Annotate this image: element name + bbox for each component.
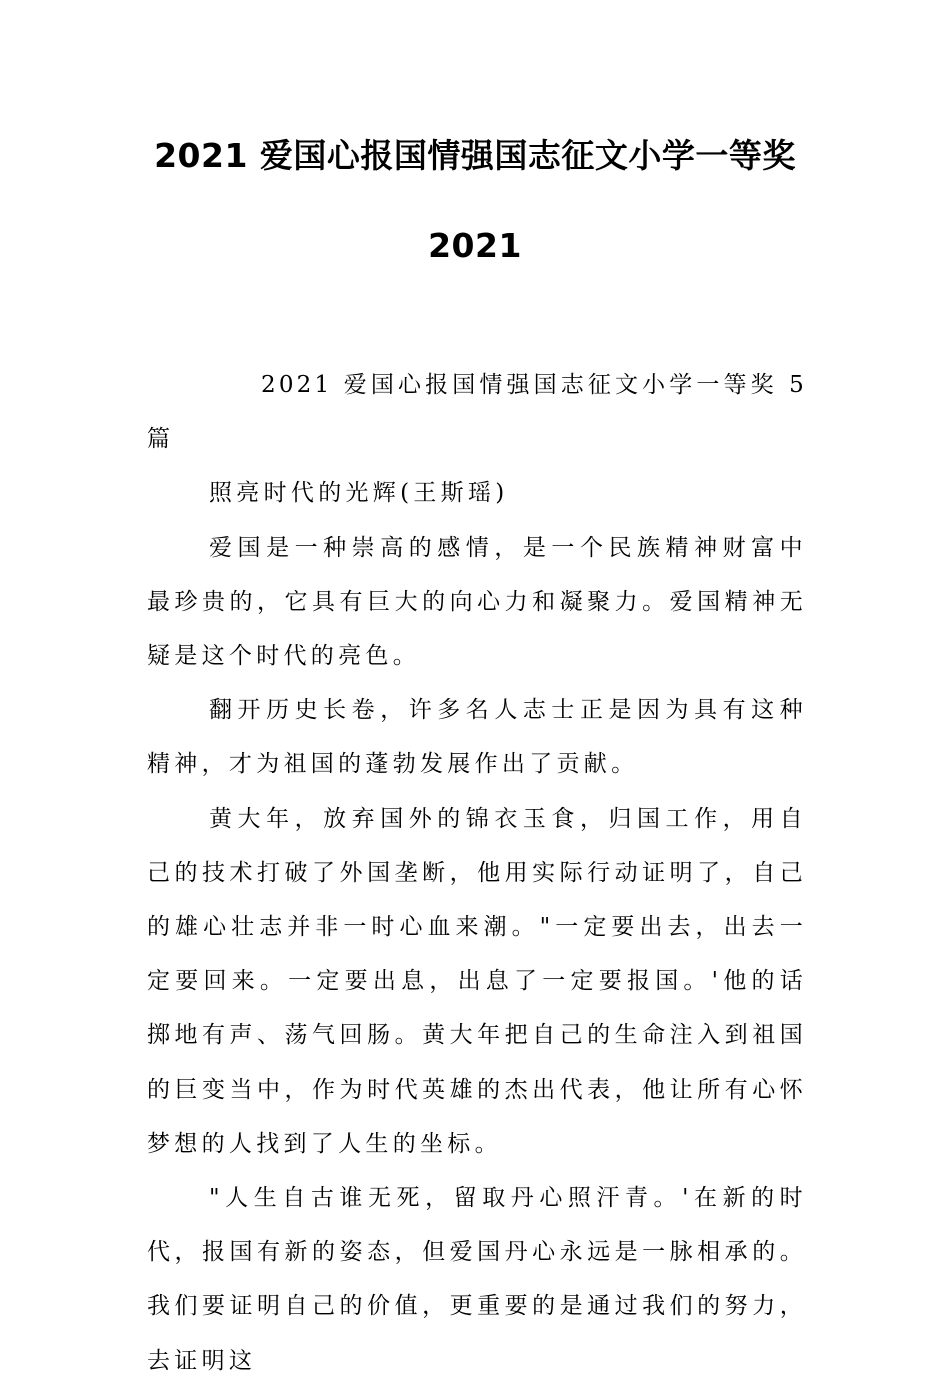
paragraph: 爱国是一种崇高的感情，是一个民族精神财富中最珍贵的，它具有巨大的向心力和凝聚力。爱国精神无疑是这个时代的亮色。: [147, 534, 807, 670]
document-title: 2021 爱国心报国情强国志征文小学一等奖: [154, 136, 796, 175]
paragraph: "人生自古谁无死，留取丹心照汗青。'在新的时代，报国有新的姿态，但爱国丹心永远是一脉相承的。我们要证明自己的价值，更重要的是通过我们的努力，去证明这: [147, 1185, 807, 1374]
paragraph: 翻开历史长卷，许多名人志士正是因为具有这种精神，才为祖国的蓬勃发展作出了贡献。: [147, 697, 807, 778]
paragraph: 黄大年，放弃国外的锦衣玉食，归国工作，用自己的技术打破了外国垄断，他用实际行动证明了，自己的雄心壮志并非一时心血来潮。"一定要出去，出去一定要回来。一定要出息，出息了一定要报国。'他的话掷地有声、荡气回肠。黄大年把自己的生命注入到祖国的巨变当中，作为时代英雄的杰出代表，他让所有心怀梦想的人找到了人生的坐标。: [147, 805, 807, 1157]
paragraph-heading: 2021 爱国心报国情强国志征文小学一等奖 5 篇: [147, 372, 807, 453]
document-body: [147, 358, 807, 1388]
essay-title: 照亮时代的光辉(王斯瑶): [209, 480, 509, 507]
document-title-year: 2021: [428, 226, 522, 265]
